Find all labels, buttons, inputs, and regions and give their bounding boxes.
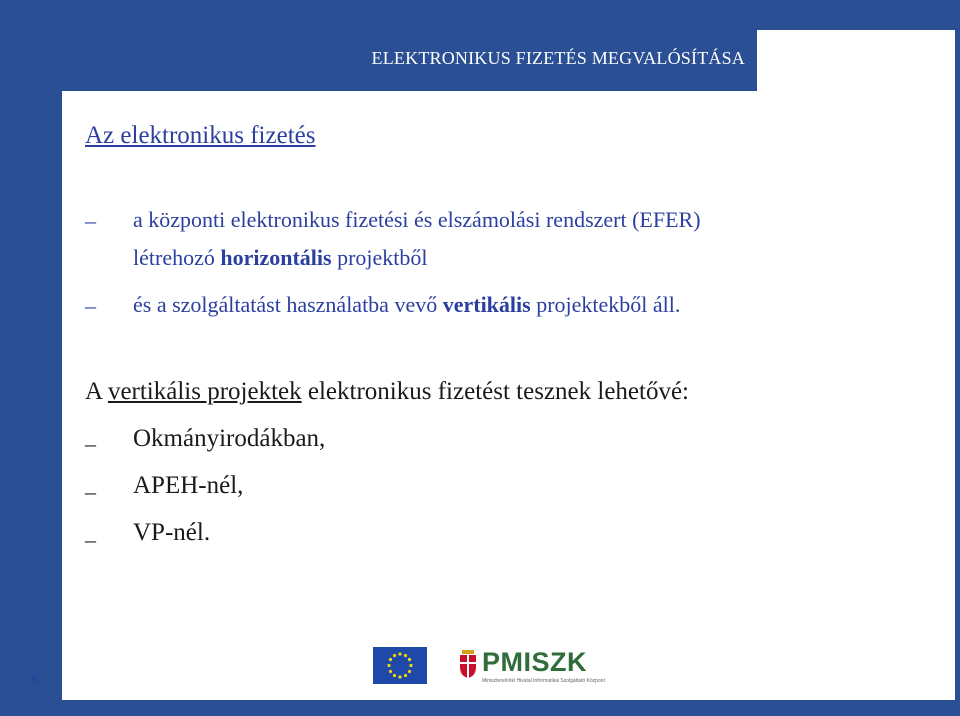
bullet-dash: – <box>85 208 96 233</box>
list-item: Okmányirodákban, <box>133 425 326 452</box>
bullet-line-1 <box>133 207 701 233</box>
pmiszk-logo <box>458 645 618 687</box>
bold-term-horizontal: horizontális <box>220 245 332 270</box>
eu-flag-icon <box>373 647 427 684</box>
left-border <box>0 0 62 716</box>
hungarian-crest-icon <box>458 649 478 679</box>
page-number: 8 <box>31 672 39 687</box>
section-heading: Az elektronikus fizetés <box>85 122 316 149</box>
logo-subtext: Miniszterelnöki Hivatal Informatikai Szolgáltató Központ <box>482 678 605 684</box>
bullet-text: létrehozó <box>133 245 221 270</box>
bullet-text: projektekből áll. <box>530 292 681 317</box>
bullet-line-1-cont <box>133 245 428 271</box>
bullet-text: projektből <box>331 245 428 270</box>
title-bar <box>5 30 757 91</box>
top-border <box>0 0 960 30</box>
bullet-line-2 <box>133 292 680 318</box>
bullet-dash: – <box>85 431 96 456</box>
slide-title: ELEKTRONIKUS FIZETÉS MEGVALÓSÍTÁSA <box>371 48 745 68</box>
paragraph <box>85 378 689 406</box>
bullet-dash: – <box>85 527 96 552</box>
bullet-dash: – <box>85 479 96 504</box>
bullet-text: a központi elektronikus fizetési és elszámolási rendszert (EFER) <box>133 207 701 232</box>
para-underlined: vertikális projektek <box>107 378 302 405</box>
logo-text: PMISZK <box>482 647 588 677</box>
bold-term-vertical: vertikális <box>442 292 531 317</box>
bullet-dash: – <box>85 293 96 318</box>
bullet-text: és a szolgáltatást használatba vevő <box>133 292 443 317</box>
title-corner <box>757 30 955 91</box>
list-item: VP-nél. <box>133 519 211 546</box>
para-text: elektronikus fizetést tesznek lehetővé: <box>301 378 689 405</box>
list-item: APEH-nél, <box>133 472 244 499</box>
para-text: A <box>85 378 108 405</box>
